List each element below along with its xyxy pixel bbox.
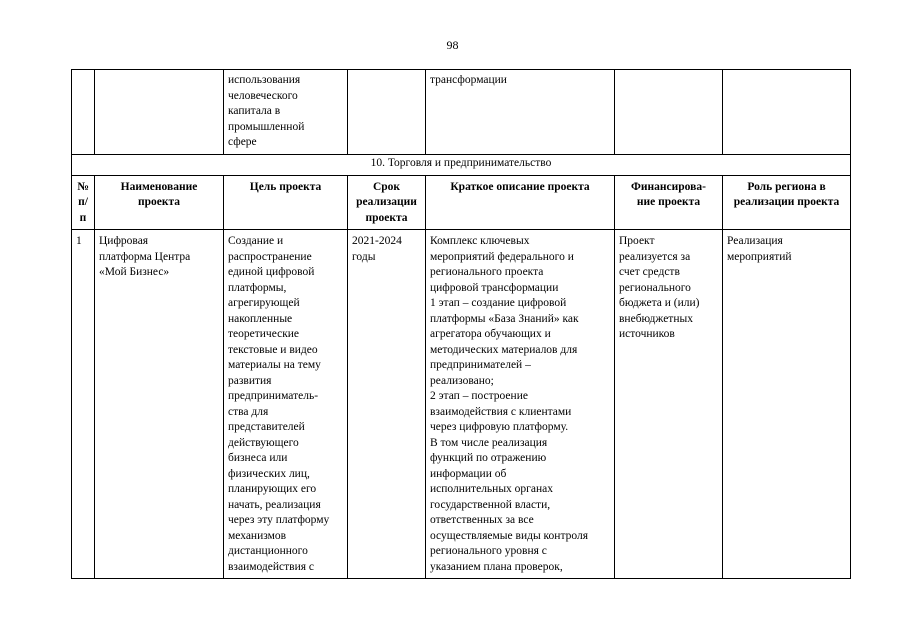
cont-cell-term xyxy=(348,70,426,155)
row-num: 1 xyxy=(72,230,95,579)
table-row xyxy=(72,230,851,579)
cont-description-text: трансформации xyxy=(430,74,507,86)
row-goal: Создание и распространение единой цифровой платформы, агрегирующей накопленные теоретические текстовые и видео материалы на тему развития предприниматель- ства для представителей действующего бизнеса или физических лиц, планирующих его начать, реализация через эту платформу механизмов дистанционного взаимодействия с xyxy=(224,230,348,579)
page-number: 98 xyxy=(446,38,459,52)
projects-table xyxy=(71,69,851,579)
cont-cell-role xyxy=(723,70,851,155)
header-description: Краткое описание проекта xyxy=(426,175,615,230)
row-role: Реализация мероприятий xyxy=(723,230,851,579)
header-financing: Финансирова- ние проекта xyxy=(615,175,723,230)
section-row xyxy=(72,154,851,175)
row-name: Цифровая платформа Центра «Мой Бизнес» xyxy=(95,230,224,579)
header-row xyxy=(72,175,851,230)
row-term: 2021-2024 годы xyxy=(348,230,426,579)
cont-cell-num xyxy=(72,70,95,155)
cont-goal-text: использования человеческого капитала в промышленной сфере xyxy=(228,74,305,148)
row-description: Комплекс ключевых мероприятий федерального и регионального проекта цифровой трансформации 1 этап – создание цифровой платформы «База Знаний» как агрегатора обучающих и методических материалов для предпринимателей – реализовано; 2 этап – построение взаимодействия с клиентами через цифровую платформу. В том числе реализация функций по отражению информации об исполнительных органах государственной власти, ответственных за все осуществляемые виды контроля регионального уровня с указанием плана проверок, xyxy=(426,230,615,579)
row-financing: Проект реализуется за счет средств регионального бюджета и (или) внебюджетных источников xyxy=(615,230,723,579)
header-term: Срок реализации проекта xyxy=(348,175,426,230)
header-num: № п/ п xyxy=(72,175,95,230)
cont-cell-name xyxy=(95,70,224,155)
header-name: Наименование проекта xyxy=(95,175,224,230)
header-role: Роль региона в реализации проекта xyxy=(723,175,851,230)
cont-cell-financing xyxy=(615,70,723,155)
section-title: 10. Торговля и предпринимательство xyxy=(72,154,851,175)
header-goal: Цель проекта xyxy=(224,175,348,230)
cont-cell-description xyxy=(426,70,615,155)
continuation-row xyxy=(72,70,851,155)
cont-cell-goal xyxy=(224,70,348,155)
